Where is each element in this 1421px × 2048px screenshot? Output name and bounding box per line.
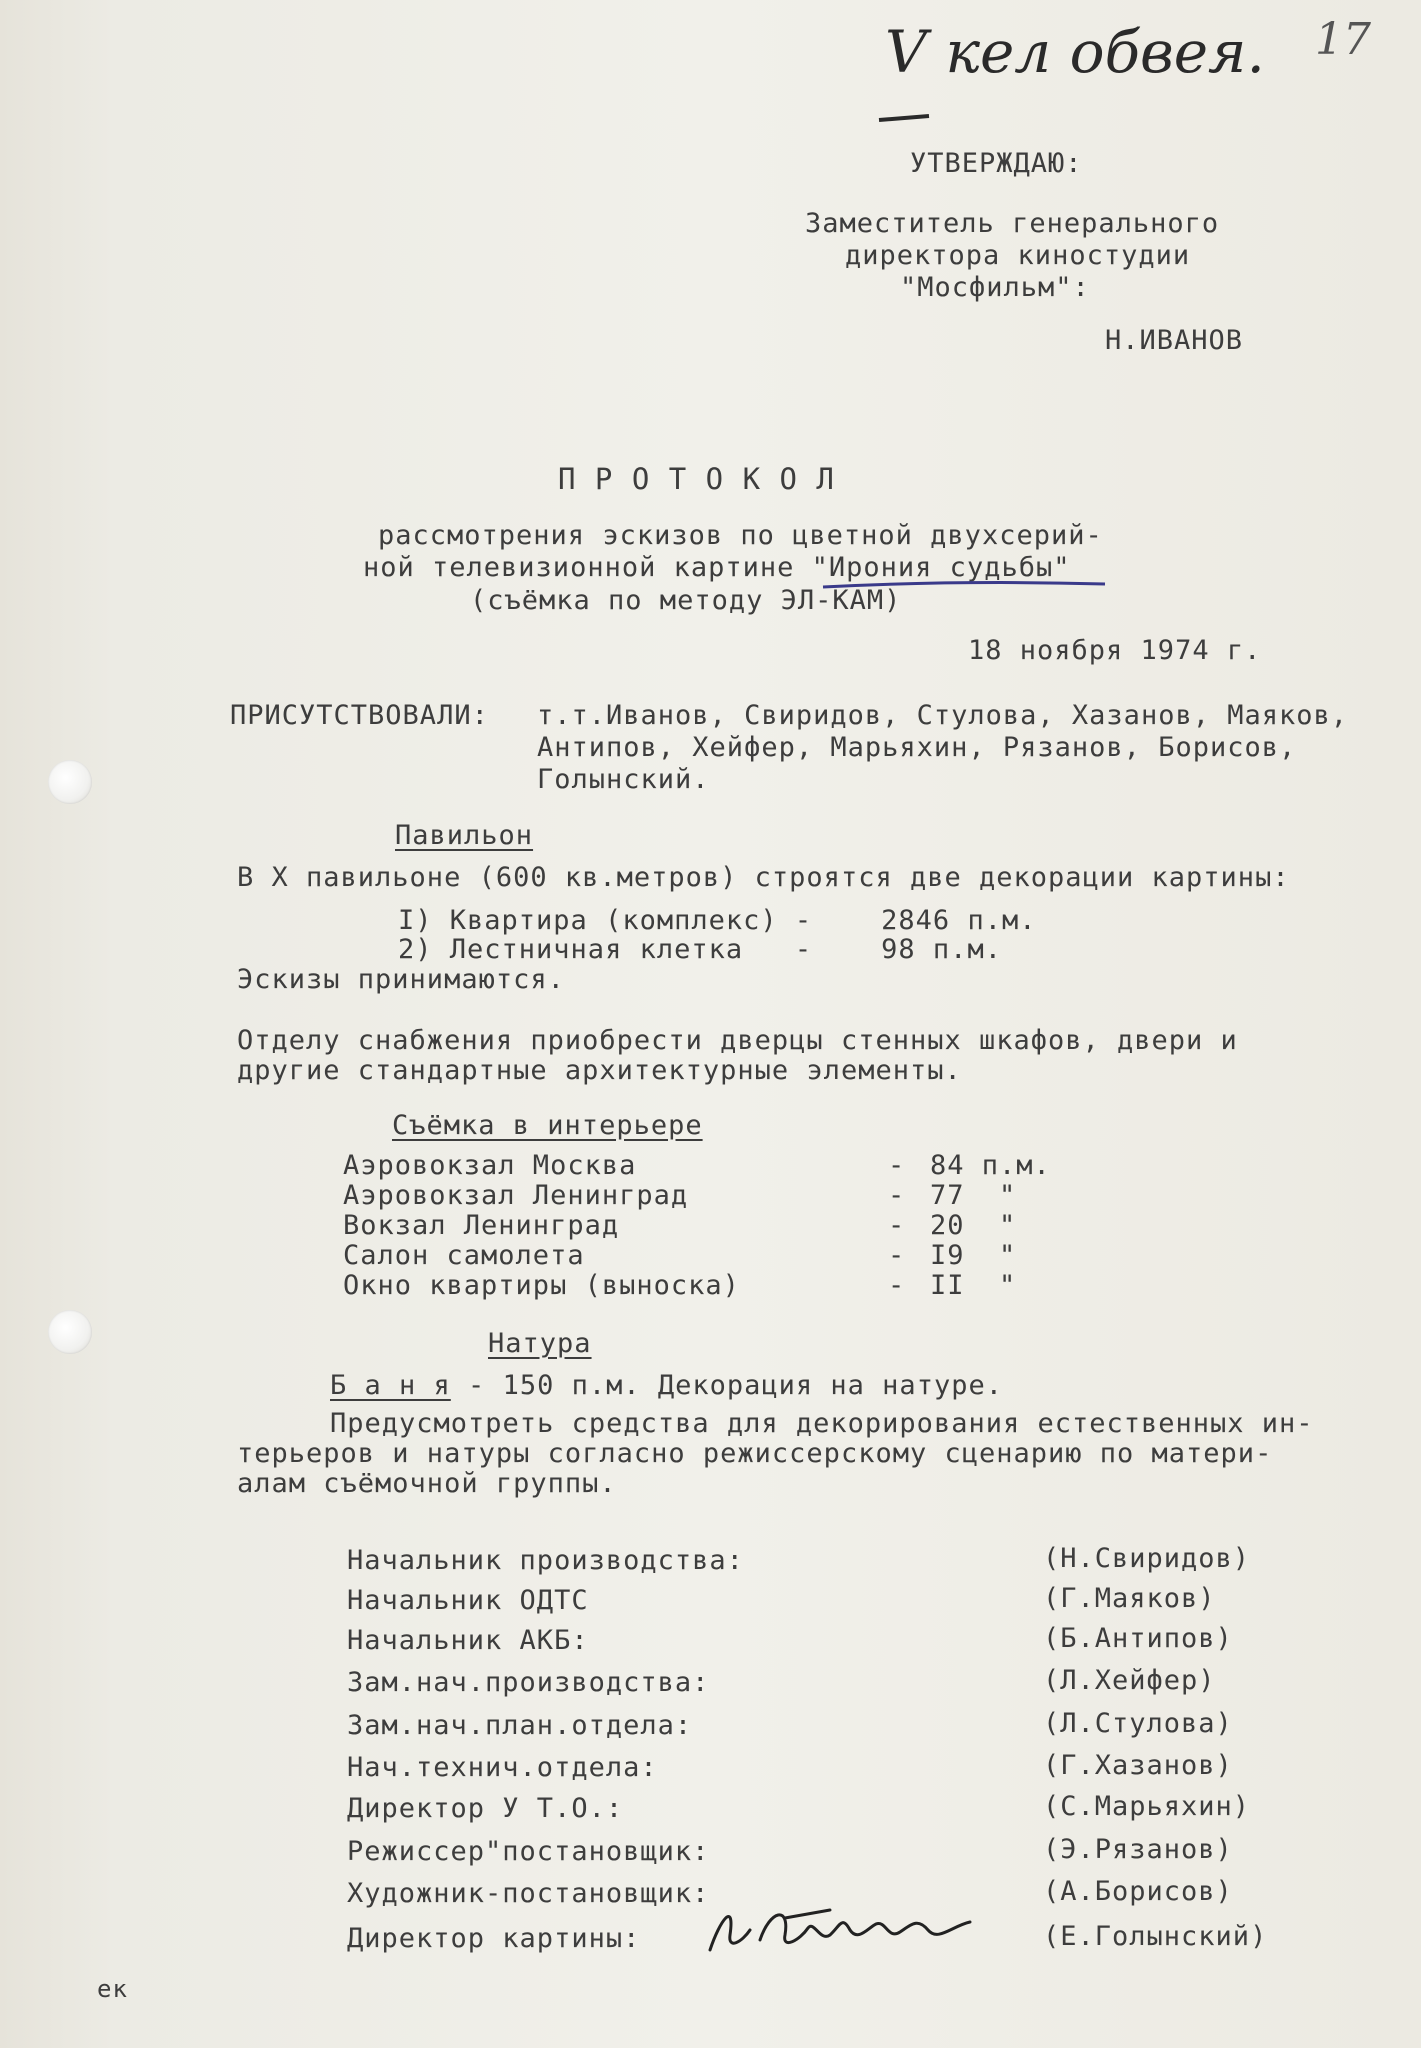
- pavilion-item-1: [398, 905, 1036, 936]
- signature-role: Зам.нач.план.отдела:: [347, 1710, 693, 1741]
- signature-name: (Г.Хазанов): [1043, 1750, 1233, 1781]
- approval-name: Н.ИВАНОВ: [1105, 325, 1244, 356]
- pavilion-item-label: 2) Лестничная клетка: [398, 934, 744, 965]
- title-line2-prefix: ной телевизионной картине: [363, 552, 812, 583]
- bath-label: Б а н я: [330, 1370, 451, 1401]
- handwritten-signature: [690, 1880, 1010, 1970]
- interior-row: Вокзал Ленинград: [343, 1210, 620, 1241]
- signature-role: Директор картины:: [347, 1923, 641, 1954]
- signature-name: (Л.Хейфер): [1043, 1665, 1216, 1696]
- nature-heading: Натура: [488, 1328, 592, 1359]
- approval-position-line3: "Мосфильм":: [900, 272, 1090, 303]
- attendees-label: ПРИСУТСТВОВАЛИ:: [230, 700, 489, 731]
- interior-row-value: 20 ": [930, 1210, 1017, 1241]
- signature-role: Зам.нач.производства:: [347, 1667, 710, 1698]
- pavilion-intro: В Х павильоне (600 кв.метров) строятся две декорации картины:: [237, 862, 1290, 893]
- approval-position-line2: директора киностудии: [845, 240, 1191, 271]
- interior-row-dash: -: [888, 1240, 906, 1271]
- supply-line2: другие стандартные архитектурные элементы.: [237, 1055, 962, 1086]
- handwritten-underline: [875, 108, 935, 128]
- nature-para-line3: алам съёмочной группы.: [237, 1468, 617, 1499]
- signature-role: Режиссер"постановщик:: [347, 1836, 710, 1867]
- attendees-line1: т.т.Иванов, Свиридов, Стулова, Хазанов, Маяков,: [537, 700, 1349, 731]
- interior-row: Аэровокзал Москва: [343, 1150, 637, 1181]
- attendees-line3: Голынский.: [537, 764, 710, 795]
- punch-hole: [48, 1310, 92, 1354]
- interior-row: Аэровокзал Ленинград: [343, 1180, 689, 1211]
- pavilion-heading: Павильон: [395, 820, 534, 851]
- handwritten-corner-note: V кел обвея.: [885, 18, 1265, 86]
- bath-text: - 150 п.м. Декорация на натуре.: [450, 1370, 1003, 1401]
- pavilion-item-value: - 2846 п.м.: [794, 905, 1037, 936]
- signature-name: (С.Марьяхин): [1043, 1791, 1251, 1822]
- approval-heading: УТВЕРЖДАЮ:: [910, 148, 1083, 179]
- title-line3: (съёмка по методу ЭЛ-КАМ): [470, 585, 902, 616]
- punch-hole: [48, 760, 92, 804]
- nature-para-line1: Предусмотреть средства для декорирования естественных ин-: [330, 1408, 1314, 1439]
- interior-row-dash: -: [888, 1150, 906, 1181]
- interior-row-value: II ": [930, 1270, 1017, 1301]
- page-number: 17: [1315, 14, 1371, 65]
- signature-role: Начальник производства:: [347, 1545, 744, 1576]
- pavilion-item-label: I) Квартира (комплекс): [398, 905, 778, 936]
- interior-row-dash: -: [888, 1180, 906, 1211]
- document-title: П Р О Т О К О Л: [558, 462, 835, 496]
- interior-row: Салон самолета: [343, 1240, 585, 1271]
- signature-role: Художник-постановщик:: [347, 1878, 710, 1909]
- signature-name: (Л.Стулова): [1043, 1708, 1233, 1739]
- attendees-line2: Антипов, Хейфер, Марьяхин, Рязанов, Борисов,: [537, 732, 1297, 763]
- signature-name: (Е.Голынский): [1043, 1921, 1268, 1952]
- signature-role: Начальник ОДТС: [347, 1585, 589, 1616]
- interior-row-dash: -: [888, 1210, 906, 1241]
- pavilion-accepted: Эскизы принимаются.: [237, 964, 565, 995]
- interior-heading: Съёмка в интерьере: [392, 1110, 703, 1141]
- interior-row-value: I9 ": [930, 1240, 1017, 1271]
- interior-row-dash: -: [888, 1270, 906, 1301]
- film-title: "Ирония судьбы": [811, 552, 1071, 583]
- signature-name: (А.Борисов): [1043, 1876, 1233, 1907]
- signature-role: Начальник АКБ:: [347, 1625, 589, 1656]
- signature-name: (Г.Маяков): [1043, 1583, 1216, 1614]
- signature-role: Директор У Т.О.:: [347, 1793, 624, 1824]
- signature-role: Нач.технич.отдела:: [347, 1752, 658, 1783]
- signature-name: (Б.Антипов): [1043, 1623, 1233, 1654]
- approval-position-line1: Заместитель генерального: [805, 208, 1220, 239]
- typist-mark: ек: [97, 1975, 128, 2003]
- pavilion-item-2: [398, 934, 1002, 965]
- signature-name: (Н.Свиридов): [1043, 1543, 1251, 1574]
- interior-row-value: 84 п.м.: [930, 1150, 1051, 1181]
- interior-row: Окно квартиры (выноска): [343, 1270, 740, 1301]
- title-line1: рассмотрения эскизов по цветной двухсерий-: [378, 520, 1103, 551]
- nature-para-line2: терьеров и натуры согласно режиссерскому сценарию по матери-: [237, 1438, 1273, 1469]
- pavilion-item-value: - 98 п.м.: [760, 934, 1002, 965]
- supply-line1: Отделу снабжения приобрести дверцы стенных шкафов, двери и: [237, 1025, 1238, 1056]
- interior-row-value: 77 ": [930, 1180, 1017, 1211]
- bath-line: [330, 1370, 1003, 1401]
- document-date: 18 ноября 1974 г.: [968, 635, 1262, 666]
- signature-name: (Э.Рязанов): [1043, 1834, 1233, 1865]
